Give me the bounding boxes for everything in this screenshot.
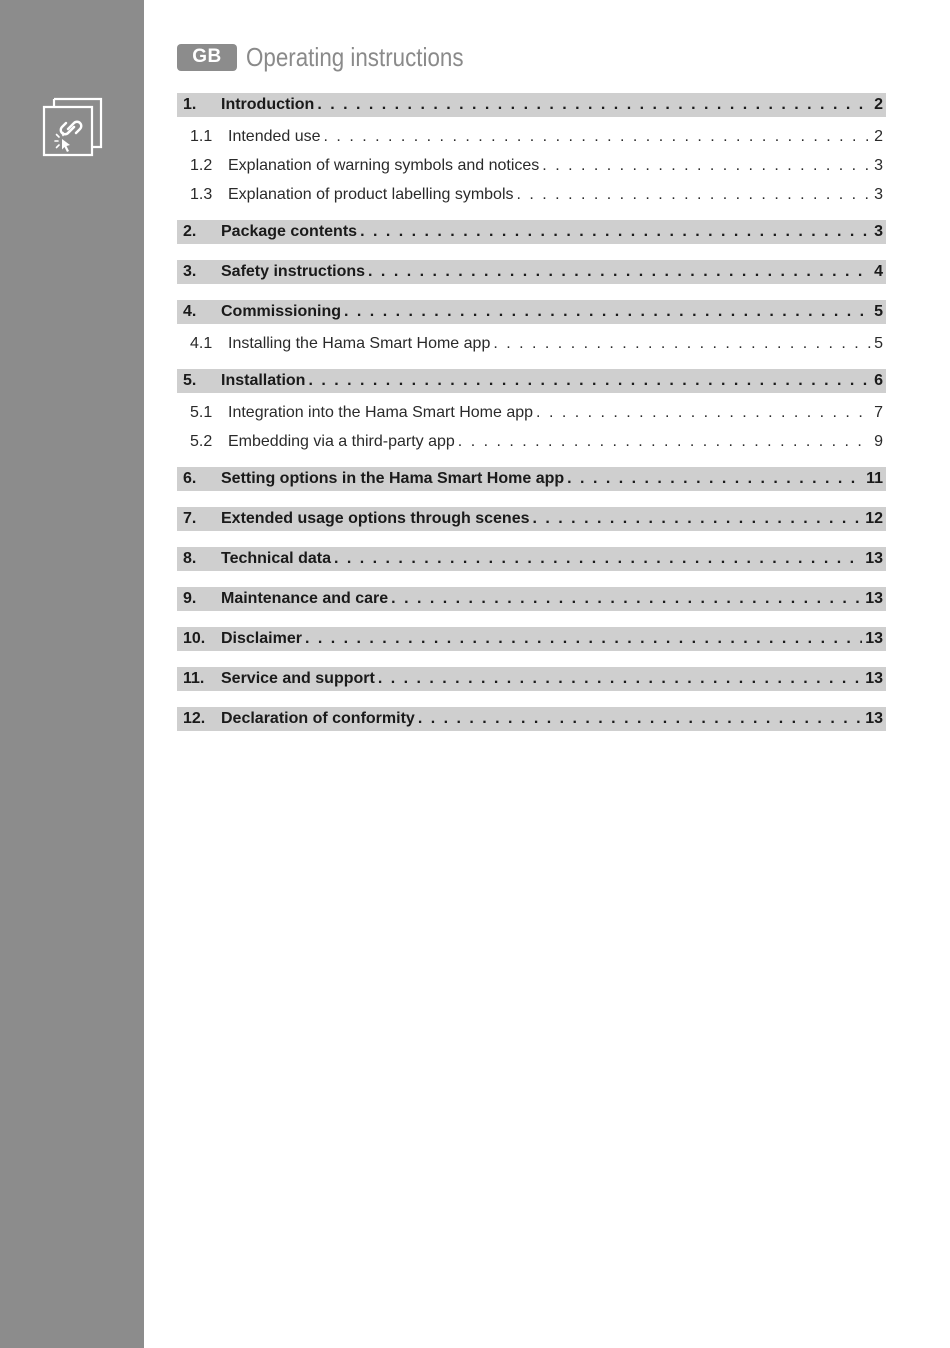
toc-label: Package contents — [221, 223, 358, 240]
toc-subsection-row[interactable] — [177, 183, 886, 207]
toc-page-number: 2 — [874, 128, 883, 145]
toc-page-number: 13 — [865, 590, 883, 607]
toc-dot-leader — [533, 510, 863, 528]
toc-dot-leader — [517, 186, 872, 204]
toc-number: 1. — [183, 96, 197, 113]
toc-section-row[interactable] — [177, 507, 886, 531]
toc-number: 1.1 — [190, 128, 213, 145]
toc-number: 8. — [183, 550, 197, 567]
toc-label: Disclaimer — [221, 630, 302, 647]
toc-number: 1.2 — [190, 157, 213, 174]
toc-dot-leader — [334, 550, 862, 568]
toc-label: Maintenance and care — [221, 590, 389, 607]
toc-dot-leader — [458, 433, 871, 451]
toc-label: Integration into the Hama Smart Home app — [228, 404, 534, 421]
toc-section-row[interactable] — [177, 707, 886, 731]
toc-section-row[interactable] — [177, 93, 886, 117]
toc-page-number: 5 — [874, 303, 883, 320]
toc-number: 3. — [183, 263, 197, 280]
toc-dot-leader — [360, 223, 871, 241]
toc-section-row[interactable] — [177, 667, 886, 691]
toc-number: 7. — [183, 510, 197, 527]
language-badge: GB — [177, 44, 237, 71]
toc-label: Safety instructions — [221, 263, 366, 280]
toc-subsection-row[interactable] — [177, 401, 886, 425]
toc-section-row[interactable] — [177, 587, 886, 611]
toc-section-row[interactable] — [177, 300, 886, 324]
toc-number: 12. — [183, 710, 206, 727]
page-title: Operating instructions — [246, 41, 464, 72]
toc-section-row[interactable] — [177, 547, 886, 571]
toc-dot-leader — [305, 630, 862, 648]
toc-section-row[interactable] — [177, 467, 886, 491]
toc-label: Installing the Hama Smart Home app — [228, 335, 491, 352]
toc-page-number: 2 — [874, 96, 883, 113]
toc-page-number: 7 — [874, 404, 883, 421]
toc-page-number: 11 — [866, 470, 883, 487]
toc-dot-leader — [368, 263, 871, 281]
toc-dot-leader — [378, 670, 862, 688]
toc-page-number: 3 — [874, 157, 883, 174]
toc-number: 4. — [183, 303, 197, 320]
toc-dot-leader — [344, 303, 871, 321]
sidebar — [0, 0, 144, 1348]
toc-section-row[interactable] — [177, 627, 886, 651]
toc-page-number: 13 — [865, 630, 883, 647]
toc-dot-leader — [391, 590, 862, 608]
toc-label: Declaration of conformity — [221, 710, 415, 727]
toc-page-number: 12 — [865, 510, 883, 527]
toc-page-number: 6 — [874, 372, 883, 389]
toc-label: Intended use — [228, 128, 321, 145]
toc-section-row[interactable] — [177, 260, 886, 284]
toc-page-number: 4 — [874, 263, 883, 280]
toc-dot-leader — [542, 157, 871, 175]
toc-page-number: 5 — [874, 335, 883, 352]
toc-dot-leader — [493, 335, 871, 353]
toc-subsection-row[interactable] — [177, 154, 886, 178]
toc-label: Installation — [221, 372, 306, 389]
toc-section-row[interactable] — [177, 220, 886, 244]
toc-label: Technical data — [221, 550, 331, 567]
toc-page-number: 13 — [865, 550, 883, 567]
toc-page-number: 13 — [865, 670, 883, 687]
toc-page-number: 3 — [874, 186, 883, 203]
toc-number: 1.3 — [190, 186, 213, 203]
toc-section-row[interactable] — [177, 369, 886, 393]
toc-subsection-row[interactable] — [177, 125, 886, 149]
toc-dot-leader — [418, 710, 862, 728]
toc-label: Embedding via a third-party app — [228, 433, 455, 450]
toc-dot-leader — [324, 128, 872, 146]
toc-subsection-row[interactable] — [177, 332, 886, 356]
toc-label: Setting options in the Hama Smart Home app — [221, 470, 565, 487]
toc-number: 11. — [183, 670, 205, 687]
table-of-contents — [177, 0, 886, 1348]
toc-number: 4.1 — [190, 335, 213, 352]
toc-number: 2. — [183, 223, 197, 240]
toc-page-number: 13 — [865, 710, 883, 727]
toc-subsection-row[interactable] — [177, 430, 886, 454]
document-link-icon — [40, 95, 104, 161]
toc-label: Introduction — [221, 96, 315, 113]
toc-label: Extended usage options through scenes — [221, 510, 530, 527]
toc-dot-leader — [567, 470, 863, 488]
toc-dot-leader — [308, 372, 871, 390]
toc-number: 9. — [183, 590, 197, 607]
toc-page-number: 9 — [874, 433, 883, 450]
toc-number: 6. — [183, 470, 197, 487]
toc-number: 5. — [183, 372, 197, 389]
toc-label: Commissioning — [221, 303, 342, 320]
toc-dot-leader — [317, 96, 871, 114]
toc-label: Explanation of product labelling symbols — [228, 186, 514, 203]
toc-dot-leader — [536, 404, 871, 422]
toc-label: Explanation of warning symbols and notices — [228, 157, 540, 174]
toc-number: 5.1 — [190, 404, 213, 421]
toc-number: 5.2 — [190, 433, 213, 450]
toc-number: 10. — [183, 630, 206, 647]
toc-label: Service and support — [221, 670, 375, 687]
toc-page-number: 3 — [874, 223, 883, 240]
